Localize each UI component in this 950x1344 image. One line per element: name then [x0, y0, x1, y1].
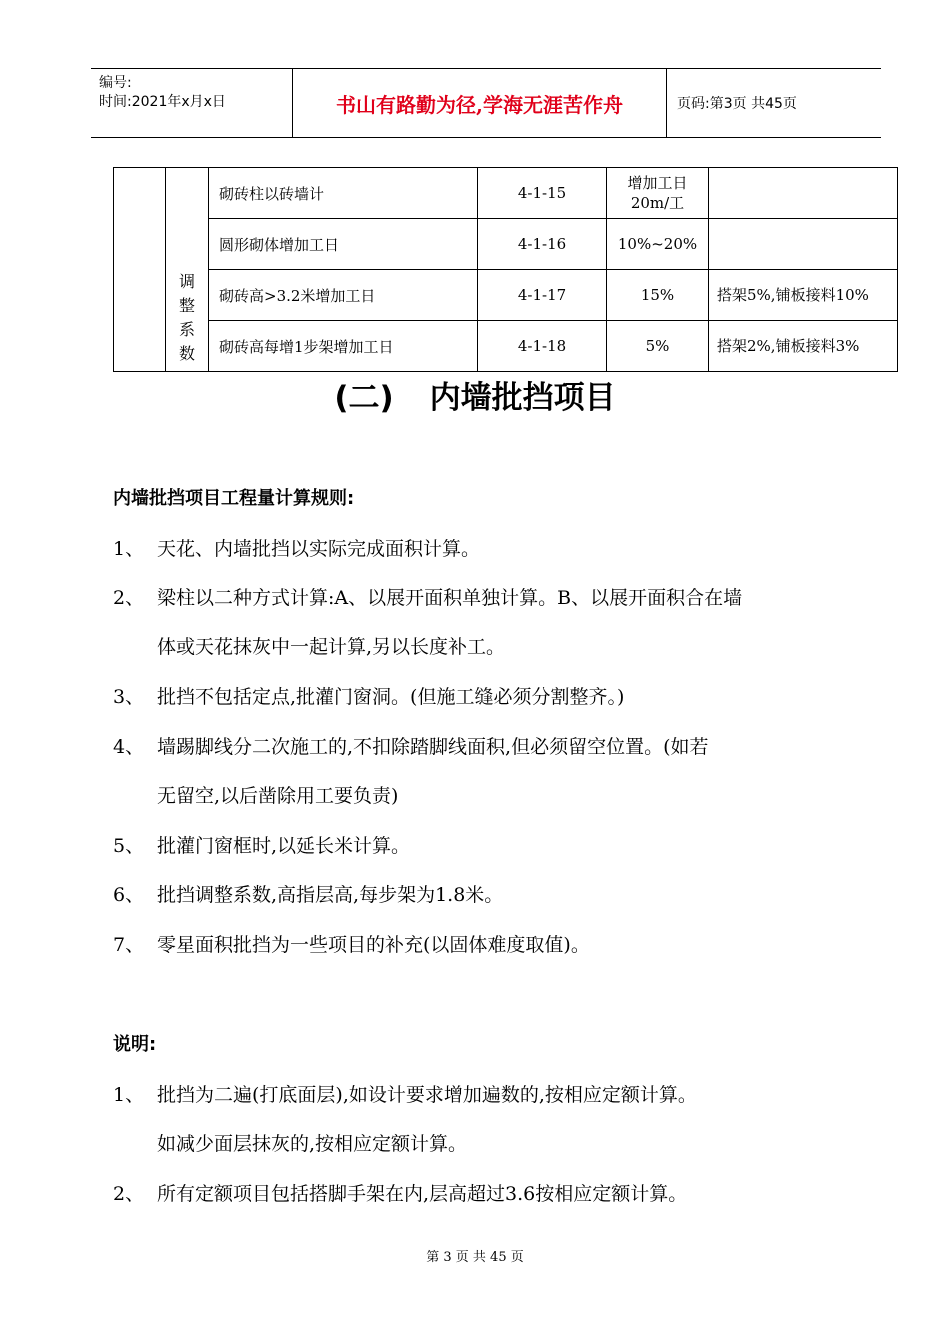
- item-number: 2、: [113, 1183, 145, 1205]
- row-code: 4-1-16: [478, 219, 607, 270]
- row-note: [709, 168, 898, 219]
- table-row: [114, 168, 898, 219]
- item-number: 1、: [113, 538, 145, 560]
- item-number: 6、: [113, 884, 145, 906]
- row-value: 10%~20%: [607, 219, 709, 270]
- item-text: 批挡调整系数,高指层高,每步架为1.8米。: [157, 884, 504, 906]
- item-continuation: 无留空,以后凿除用工要负责): [157, 785, 399, 807]
- group-label-char: 调: [178, 271, 195, 291]
- item-number: 7、: [113, 934, 145, 956]
- item-number: 3、: [113, 686, 145, 708]
- item-continuation: 体或天花抹灰中一起计算,另以长度补工。: [157, 636, 506, 658]
- item-text: 批挡为二遍(打底面层),如设计要求增加遍数的,按相应定额计算。: [157, 1084, 697, 1106]
- group-label-cell: [166, 168, 209, 372]
- section-heading: [0, 372, 950, 417]
- item-text: 天花、内墙批挡以实际完成面积计算。: [157, 538, 481, 560]
- list-item: [113, 1080, 697, 1107]
- list-item: [113, 930, 590, 957]
- item-text: 批挡不包括定点,批灌门窗洞。(但施工缝必须分割整齐。): [157, 686, 625, 708]
- item-text: 墙踢脚线分二次施工的,不扣除踏脚线面积,但必须留空位置。(如若: [157, 736, 709, 758]
- rules-heading: 内墙批挡项目工程量计算规则:: [113, 488, 355, 509]
- table-row: [114, 321, 898, 372]
- row-name: 砌砖高>3.2米增加工日: [209, 270, 478, 321]
- item-number: 2、: [113, 587, 145, 609]
- list-item: [113, 732, 709, 759]
- list-item: [113, 880, 503, 907]
- item-number: 5、: [113, 835, 145, 857]
- row-code: 4-1-17: [478, 270, 607, 321]
- row-name: 砌砖柱以砖墙计: [209, 168, 478, 219]
- item-text: 所有定额项目包括搭脚手架在内,层高超过3.6按相应定额计算。: [157, 1183, 688, 1205]
- item-text: 梁柱以二种方式计算:A、以展开面积单独计算。B、以展开面积合在墙: [157, 587, 743, 609]
- list-item: [113, 1179, 687, 1206]
- list-item: [113, 583, 742, 610]
- table-row: [114, 219, 898, 270]
- item-text: 批灌门窗框时,以延长米计算。: [157, 835, 411, 857]
- row-note: 搭架2%,铺板接料3%: [709, 321, 898, 372]
- row-value: 增加工日 20m/工: [607, 168, 709, 219]
- row-code: 4-1-18: [478, 321, 607, 372]
- row-note: [709, 219, 898, 270]
- section-number: (二): [334, 380, 394, 416]
- table-row: [114, 270, 898, 321]
- header-motto: 书山有路勤为径,学海无涯苦作舟: [293, 69, 667, 137]
- row-value: 15%: [607, 270, 709, 321]
- list-item: [113, 831, 410, 858]
- item-number: 4、: [113, 736, 145, 758]
- list-item: [113, 682, 624, 709]
- group-label-char: 整: [178, 295, 195, 315]
- list-item: [113, 534, 480, 561]
- header-page-info: 页码:第3页 共45页: [677, 96, 797, 112]
- page-header: [91, 68, 881, 138]
- notes-heading: 说明:: [113, 1034, 157, 1055]
- section-title: 内墙批挡项目: [429, 380, 616, 416]
- item-continuation: 如减少面层抹灰的,按相应定额计算。: [157, 1133, 468, 1155]
- row-code: 4-1-15: [478, 168, 607, 219]
- row-note: 搭架5%,铺板接料10%: [709, 270, 898, 321]
- group-label-char: 系: [178, 319, 195, 339]
- row-value: 5%: [607, 321, 709, 372]
- item-number: 1、: [113, 1084, 145, 1106]
- page-footer: 第 3 页 共 45 页: [426, 1250, 524, 1265]
- blank-group-cell: [114, 168, 166, 372]
- item-text: 零星面积批挡为一些项目的补充(以固体难度取值)。: [157, 934, 590, 956]
- group-label-char: 数: [178, 343, 195, 363]
- serial-label: 编号:: [99, 75, 132, 91]
- row-name: 圆形砌体增加工日: [209, 219, 478, 270]
- row-name: 砌砖高每增1步架增加工日: [209, 321, 478, 372]
- quota-table: [113, 167, 898, 372]
- header-meta: [91, 69, 293, 137]
- time-label: 时间:2021年x月x日: [99, 94, 226, 110]
